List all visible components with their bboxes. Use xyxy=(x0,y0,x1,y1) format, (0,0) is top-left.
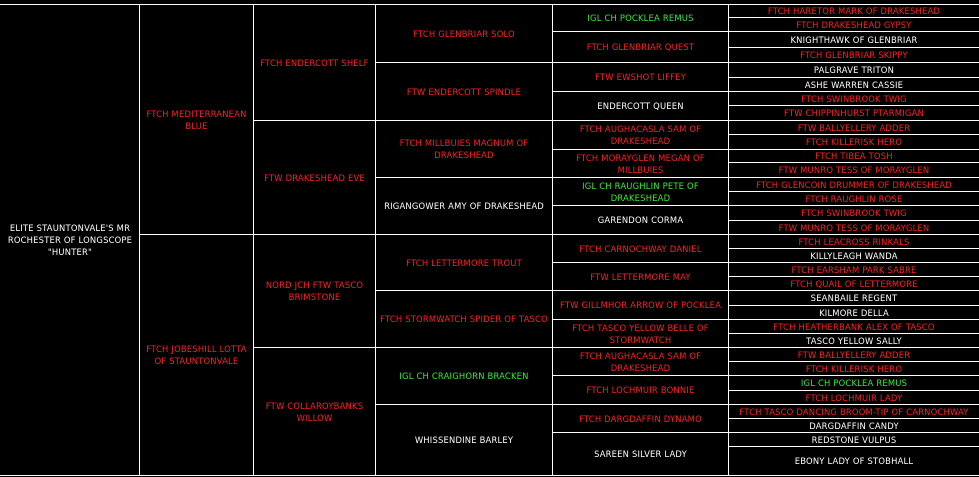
pedigree-gen4-entry: FTCH MILLBUIES MAGNUM OF DRAKESHEAD xyxy=(399,138,529,160)
pedigree-gen6-entry: FTCH EARSHAM PARK SABRE xyxy=(791,264,917,275)
pedigree-gen2-entry: FTCH MEDITERRANEAN BLUE xyxy=(146,108,247,131)
pedigree-gen6-entry: FTW CHIPPINHURST PTARMIGAN xyxy=(784,108,924,118)
pedigree-gen5-entry: FTCH DARGDAFFIN DYNAMO xyxy=(579,413,702,424)
pedigree-gen5-entry: FTCH TASCO YELLOW BELLE OF STORMWATCH xyxy=(572,322,709,345)
pedigree-gen6-entry: FTW BALLYELLERY ADDER xyxy=(797,122,911,133)
pedigree-gen3-entry: FTCH ENDERCOTT SHELF xyxy=(260,57,369,68)
pedigree-gen5-entry: FTCH GLENBRIAR QUEST xyxy=(586,42,695,52)
pedigree-gen6-entry: FTW MUNRO TESS OF MORAYGLEN xyxy=(778,222,930,233)
pedigree-gen5-entry: FTW LETTERMORE MAY xyxy=(590,271,691,282)
pedigree-gen6-entry: FTCH TIBEA TOSH xyxy=(815,151,893,161)
pedigree-gen6-entry: FTCH GLENBRIAR SKIPPY xyxy=(800,50,908,60)
pedigree-gen6-entry: FTW BALLYELLERY ADDER xyxy=(797,349,911,360)
pedigree-gen4-entry: FTW ENDERCOTT SPINDLE xyxy=(406,86,522,97)
pedigree-gen6-entry: TASCO YELLOW SALLY xyxy=(806,335,902,346)
pedigree-gen3-entry: FTW DRAKESHEAD EVE xyxy=(264,172,365,183)
pedigree-gen5-entry: GARENDON CORMA xyxy=(597,215,684,225)
pedigree-gen6-entry: FTW MUNRO TESS OF MORAYGLEN xyxy=(778,165,930,175)
pedigree-gen4-entry: IGL CH CRAIGHORN BRACKEN xyxy=(399,371,529,381)
pedigree-gen4-entry: FTCH LETTERMORE TROUT xyxy=(406,257,522,268)
pedigree-gen6-entry: REDSTONE VULPUS xyxy=(811,434,897,445)
pedigree-gen6-entry: FTCH LOCHMUIR LADY xyxy=(805,392,903,403)
pedigree-gen6-entry: KILLYLEAGH WANDA xyxy=(810,250,898,261)
pedigree-gen6-entry: FTCH QUAIL OF LETTERMORE xyxy=(790,278,918,289)
pedigree-gen3-entry: NORD JCH FTW TASCO BRIMSTONE xyxy=(265,280,364,302)
pedigree-gen4-entry: FTCH GLENBRIAR SOLO xyxy=(413,28,515,39)
pedigree-gen6-entry: KILMORE DELLA xyxy=(819,307,889,318)
pedigree-gen6-entry: FTCH DRAKESHEAD GYPSY xyxy=(796,19,912,30)
pedigree-gen5-entry: IGL CH POCKLEA REMUS xyxy=(587,13,694,23)
pedigree-gen5-entry: FTW GILLMHOR ARROW OF POCKLEA xyxy=(559,300,722,310)
pedigree-gen6-entry: EBONY LADY OF STOBHALL xyxy=(794,456,914,466)
pedigree-gen6-entry: ASHE WARREN CASSIE xyxy=(804,79,904,90)
pedigree-gen6-entry: FTCH GLENCOIN DRUMMER OF DRAKESHEAD xyxy=(756,179,952,190)
pedigree-gen5-entry: ENDERCOTT QUEEN xyxy=(597,101,684,111)
pedigree-gen6-entry: FTCH KILLERISK HERO xyxy=(805,137,903,147)
pedigree-gen6-entry: FTCH HARETOR MARK OF DRAKESHEAD xyxy=(767,6,941,16)
pedigree-gen5-entry: FTCH LOCHMUIR BONNIE xyxy=(586,385,695,395)
pedigree-gen4-entry: RIGANGOWER AMY OF DRAKESHEAD xyxy=(384,201,544,211)
row-divider xyxy=(728,475,979,476)
pedigree-gen6-entry: FTCH LEACROSS RINKALS xyxy=(798,236,910,247)
pedigree-gen6-entry: PALGRAVE TRITON xyxy=(813,65,895,75)
pedigree-gen5-entry: FTCH AUGHACASLA SAM OF DRAKESHEAD xyxy=(579,124,702,146)
pedigree-gen6-entry: FTCH HEATHERBANK ALEX OF TASCO xyxy=(773,321,935,332)
pedigree-gen6-entry: DARGDAFFIN CANDY xyxy=(809,420,899,431)
pedigree-gen6-entry: KNIGHTHAWK OF GLENBRIAR xyxy=(790,34,918,45)
pedigree-gen6-entry: FTCH TASCO DANCING BROOM-TIP OF CARNOCHWAY xyxy=(739,406,969,417)
pedigree-gen5-entry: IGL CH RAUGHLIN PETE OF DRAKESHEAD xyxy=(582,180,699,203)
pedigree-gen6-entry: FTCH SWINBROOK TWIG xyxy=(801,93,907,104)
pedigree-gen6-entry: FTCH KILLERISK HERO xyxy=(805,363,903,374)
pedigree-gen1-entry: ELITE STAUNTONVALE'S MR ROCHESTER OF LONGSCOPE "HUNTER" xyxy=(7,223,133,257)
pedigree-gen2-entry: FTCH JOBESHILL LOTTA OF STAUNTONVALE xyxy=(146,344,247,366)
pedigree-gen4-entry: FTCH STORMWATCH SPIDER OF TASCO xyxy=(380,314,548,324)
pedigree-gen6-entry: FTCH RAUGHLIN ROSE xyxy=(805,193,903,204)
pedigree-gen3-entry: FTW COLLAROYBANKS WILLOW xyxy=(265,400,364,423)
pedigree-gen6-entry: SEANBAILE REGENT xyxy=(810,293,898,303)
pedigree-gen6-entry: IGL CH POCKLEA REMUS xyxy=(800,378,908,388)
pedigree-gen5-entry: FTW EWSHOT LIFFEY xyxy=(595,72,686,82)
pedigree-gen5-entry: FTCH CARNOCHWAY DANIEL xyxy=(579,243,702,254)
pedigree-gen5-entry: FTCH AUGHACASLA SAM OF DRAKESHEAD xyxy=(579,350,702,373)
pedigree-gen4-entry: WHISSENDINE BARLEY xyxy=(414,435,514,445)
pedigree-gen5-entry: FTCH MORAYGLEN MEGAN OF MILLBUIES xyxy=(576,152,705,175)
pedigree-gen6-entry: FTCH SWINBROOK TWIG xyxy=(801,208,907,218)
pedigree-gen5-entry: SAREEN SILVER LADY xyxy=(594,449,687,459)
